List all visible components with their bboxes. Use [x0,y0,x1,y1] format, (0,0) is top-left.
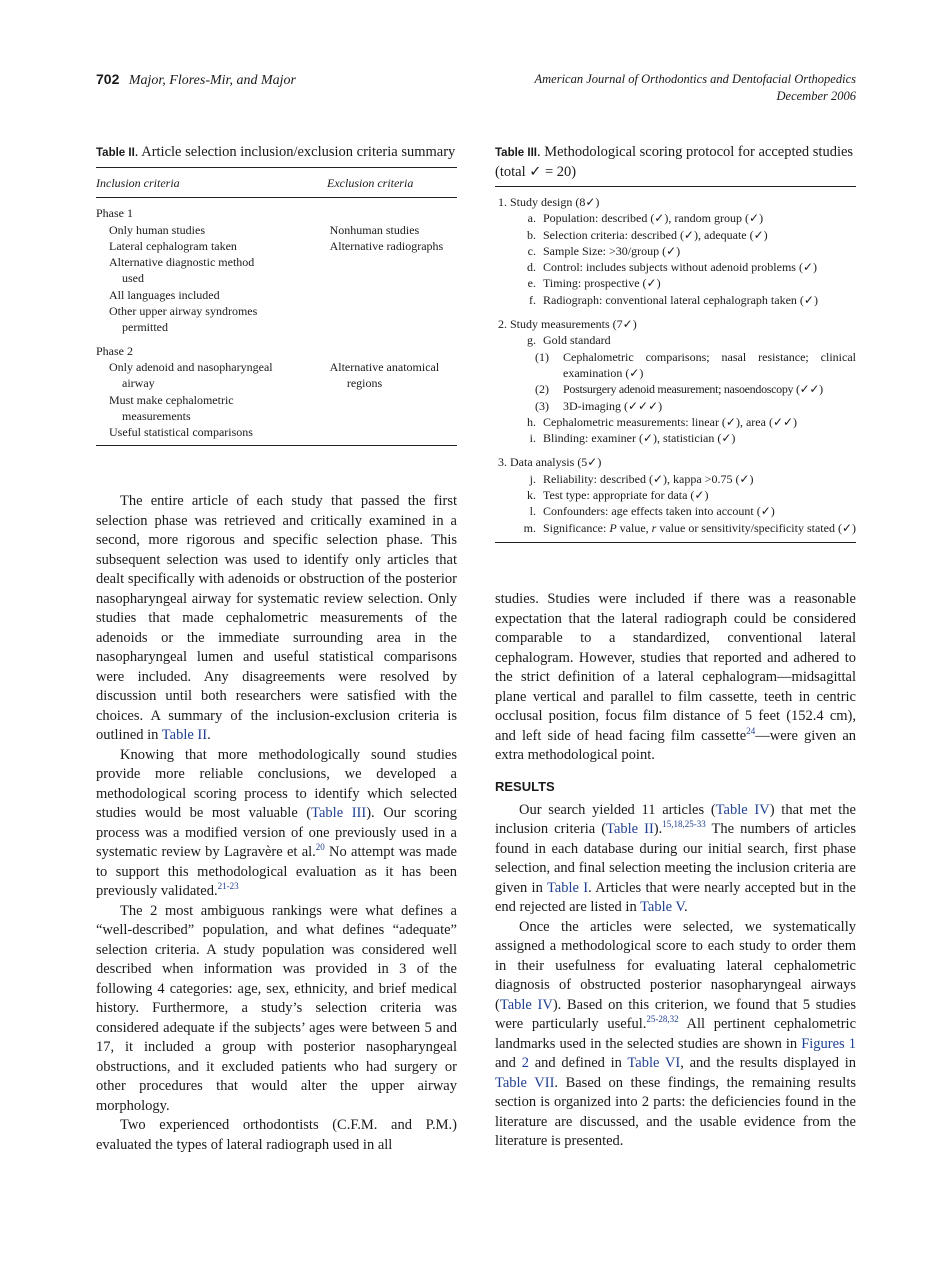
figure-1-link[interactable]: Figures 1 [801,1035,856,1052]
table-row: Only human studies Nonhuman studies [109,222,420,237]
table-row: Alternative diagnostic method [109,255,255,270]
table3-section-title: 2. Study measurements (7✓) [498,317,637,332]
table-row: Useful statistical comparisons [109,425,253,440]
table2-bottom-rule [96,445,457,446]
running-header-left [96,71,296,89]
table-v-link[interactable]: Table V [640,899,685,915]
table2 [96,168,457,446]
list-item: g. Gold standard [527,333,611,348]
table2-col-inclusion: Inclusion criteria [96,176,180,190]
list-item: d. Control: includes subjects without adenoid problems (✓) [527,260,818,275]
right-body-text [495,590,856,1152]
page-number: 702 [96,71,120,87]
table3-bottom-rule [495,542,856,543]
list-item: j. Reliability: described (✓), kappa >0.75 (✓) [529,471,754,486]
left-column [96,143,457,446]
running-header-right [535,71,857,105]
citation-link[interactable]: 24 [746,725,756,736]
list-subitem: (3) 3D-imaging (✓✓✓) [535,398,663,413]
paragraph: studies. Studies were included if there was a reasonable expectation that the lateral radiograph could be considered comparable to a standardized, conventional lateral cephalogram. However, studies that reported and adhered to the strict definition of a lateral cephalogram—midsagittal plane vertical and parallel to film cassette, teeth in centric occlusal position, focus film distance of 5 feet (152.4 cm), and left side of head facing film cassette$^{24}$—were given an extra methodological point. [495,591,857,763]
citation-link[interactable]: 25-28,32 [646,1014,679,1025]
citation-link[interactable]: 21-23 [217,881,239,892]
table-ii-link[interactable]: Table II [161,727,208,743]
table3 [495,187,856,543]
table2-phase1-title: Phase 1 [96,206,133,221]
list-item: a. Population: described (✓), random group (✓) [527,211,764,226]
table-row: Lateral cephalogram taken Alternative radiographs [109,238,444,253]
table-iv-link[interactable]: Table IV [715,801,770,818]
paragraph: Once the articles were selected, we systematically assigned a methodological score to each study to order them in their usefulness for evaluating lateral cephalometric diagnosis of obstructed posterior nasopharyngeal airways (Table IV). Based on this criterion, we found that 5 studies were particularly useful.$^{25-28,32}$ All pertinent cephalometric landmarks used in the selected studies are shown in Figures 1 and 2 and defined in Table VI, and the results displayed in Table VII. Based on these findings, the remaining results section is organized into 2 parts: the deficiencies found in the literature are discussed, and the usable evidence from the literature is presented. [495,918,857,1149]
table2-col-exclusion: Exclusion criteria [327,176,414,190]
table2-label: Table II [96,147,135,159]
table2-phase2-title: Phase 2 [96,343,133,358]
list-item: h. Cephalometric measurements: linear (✓), area (✓✓) [527,414,798,429]
list-item: e. Timing: prospective (✓) [527,276,661,291]
table-row: Only adenoid and nasopharyngeal Alternative anatomical [109,359,440,374]
table-row: permitted [122,320,168,335]
list-item: l. Confounders: age effects taken into account (✓) [529,504,775,519]
paragraph: Our search yielded 11 articles (Table IV) that met the inclusion criteria (Table II).$^{15,18,25-33}$ The numbers of articles found in each database during our initial search, first phase selection, and final selection meeting the inclusion criteria are given in Table I. Articles that were nearly accepted but in the end rejected are listed in Table V. [495,801,856,915]
figure-2-link[interactable]: 2 [521,1055,529,1071]
table2-caption: Table II. Article selection inclusion/exclusion criteria summary [96,144,456,160]
paragraph: The entire article of each study that passed the first selection phase was retrieved and critically examined in a second, more rigorous and specific selection phase. This subsequent selection was used to identify only articles that dealt specifically with adenoids or obstruction of the posterior nasopharyngeal airway for systematic review selection. Only studies that made cephalometric measurements of the adenoids or the immediate surrounding area in the nasopharyngeal lumen and useful statistical comparisons were included. Any disagreements were resolved by discussion until both researchers were satisfied with the choices. A summary of the inclusion-exclusion criteria is outlined in Table II. [96,493,457,743]
left-body-text [96,492,457,1155]
section-heading-results: RESULTS [495,778,555,794]
table-row: Must make cephalometric [109,392,234,407]
paragraph: The 2 most ambiguous rankings were what defines a “well-described” population, and what defines “adequate” selection criteria. A study population was considered well described when information was provided in 3 of the following 4 categories: age, sex, ethnicity, and brief medical history. Furthermore, a study’s selection criteria was considered adequate if the subjects’ ages were between 5 and 17, it included a group with posterior nasopharyngeal obstructions, and it excluded patients who had surgery or other procedures that would alter the upper airway morphology. [96,902,457,1114]
table3-section-title: 1. Study design (8✓) [498,195,600,209]
list-item: i. Blinding: examiner (✓), statistician (✓) [529,431,736,446]
citation-link[interactable]: 20 [315,842,325,853]
list-item: m. Significance: P value, r value or sensitivity/specificity stated (✓) [523,520,856,535]
right-column [495,143,856,543]
table-row: airway regions [122,376,383,391]
table-iii-link[interactable]: Table III [311,805,367,821]
citation-link[interactable]: 15,18,25-33 [662,819,706,830]
table3-section-title: 3. Data analysis (5✓) [498,455,602,470]
list-item: c. Sample Size: >30/group (✓) [527,243,681,258]
table-ii-link[interactable]: Table II [606,821,654,837]
issue-date: December 2006 [776,89,856,103]
list-subitem: (1) Cephalometric comparisons; nasal resistance; clinical examination (✓) [535,349,856,380]
running-authors: Major, Flores-Mir, and Major [128,73,296,88]
table-row: used [122,271,144,286]
table-i-link[interactable]: Table I [546,879,589,896]
journal-name: American Journal of Orthodontics and Dentofacial Orthopedics [534,72,856,86]
table-row: Other upper airway syndromes [109,304,258,319]
paragraph: Knowing that more methodologically sound studies provide more reliable conclusions, we developed a methodological scoring process to identify which selected studies would be most valuable (Table III). Our scoring process was a modified version of one previously used in a systematic review by Lagravère et al.$^{20}$ No attempt was made to support this methodological evaluation as it has been previously validated.$^{21-23}$ [96,746,457,899]
table-row: All languages included [109,287,220,302]
table3-caption: Table III. Methodological scoring protocol for accepted studies (total ✓ = 20) [495,144,854,180]
table-iv-link[interactable]: Table IV [499,996,553,1013]
list-item: b. Selection criteria: described (✓), adequate (✓) [527,227,768,242]
table-vii-link[interactable]: Table VII [495,1074,555,1091]
table-vi-link[interactable]: Table VI [627,1055,681,1071]
table3-label: Table III [495,147,537,159]
list-subitem: (2) Postsurgery adenoid measurement; nasoendoscopy (✓✓) [535,382,823,397]
table2-header-row [96,168,457,197]
list-item: k. Test type: appropriate for data (✓) [527,488,709,503]
list-item: f. Radiograph: conventional lateral cephalograph taken (✓) [529,292,818,307]
paragraph: Two experienced orthodontists (C.F.M. and P.M.) evaluated the types of lateral radiograph used in all [96,1117,457,1153]
table-row: measurements [122,408,191,423]
